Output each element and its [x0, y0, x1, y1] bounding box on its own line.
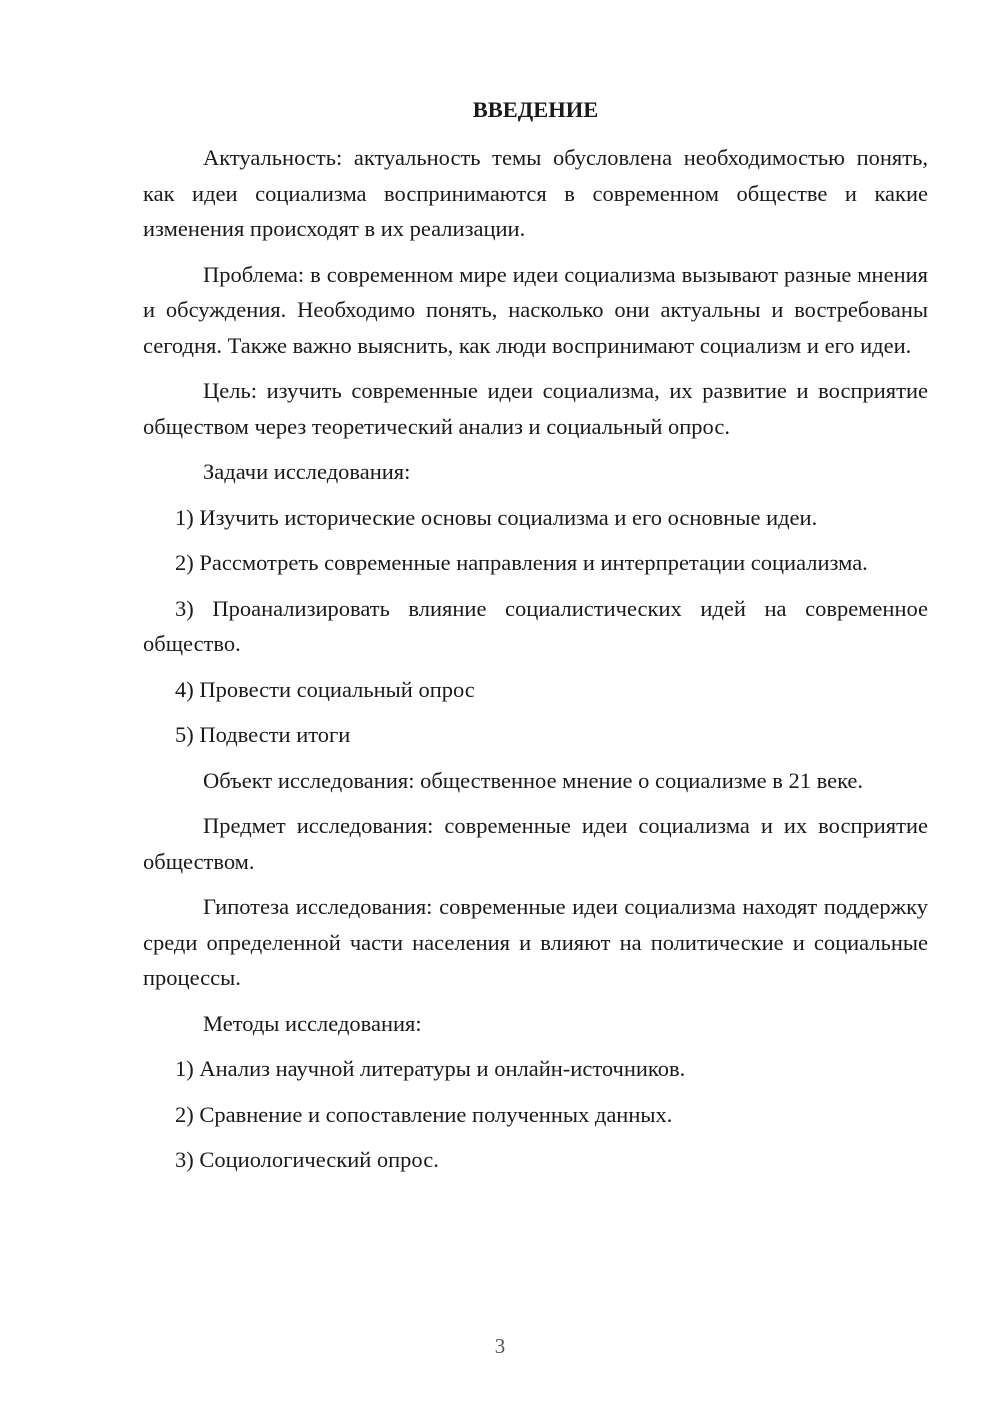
paragraph-hypothesis: Гипотеза исследования: современные идеи социализма находят поддержку среди определенной части населения и влияют на политические и социальные процессы.	[143, 894, 928, 990]
paragraph-goal: Цель: изучить современные идеи социализма, их развитие и восприятие обществом через теоретический анализ и социальный опрос.	[143, 378, 928, 439]
methods-label: Методы исследования:	[203, 1010, 422, 1036]
task-item-5: 5) Подвести итоги	[175, 722, 351, 747]
task-item-4: 4) Провести социальный опрос	[175, 676, 475, 702]
paragraph-object: Объект исследования: общественное мнение о социализме в 21 веке.	[203, 767, 864, 793]
tasks-label: Задачи исследования:	[203, 459, 411, 484]
task-item-3: 3) Проанализировать влияние социалистических идей на современное общество.	[143, 595, 928, 656]
document-page	[143, 94, 928, 1188]
method-item-1: 1) Анализ научной литературы и онлайн-источников.	[175, 1056, 686, 1081]
paragraph-relevance: Актуальность: актуальность темы обусловлена необходимостью понять, как идеи социализма воспринимаются в современном обществе и какие изменения происходят в их реализации.	[143, 145, 928, 241]
section-heading: ВВЕДЕНИЕ	[472, 97, 599, 122]
method-item-3: 3) Социологический опрос.	[175, 1147, 439, 1172]
method-item-2: 2) Сравнение и сопоставление полученных данных.	[175, 1101, 673, 1127]
task-item-1: 1) Изучить исторические основы социализма и его основные идеи.	[175, 504, 818, 530]
task-item-2: 2) Рассмотреть современные направления и интерпретации социализма.	[175, 550, 868, 575]
paragraph-subject: Предмет исследования: современные идеи социализма и их восприятие обществом.	[143, 813, 928, 874]
page-number: 3	[494, 1334, 506, 1358]
paragraph-problem: Проблема: в современном мире идеи социализма вызывают разные мнения и обсуждения. Необходимо понять, насколько они актуальны и востребованы сегодня. Также важно выяснить, как люди воспринимают социализм и его идеи.	[143, 261, 928, 358]
